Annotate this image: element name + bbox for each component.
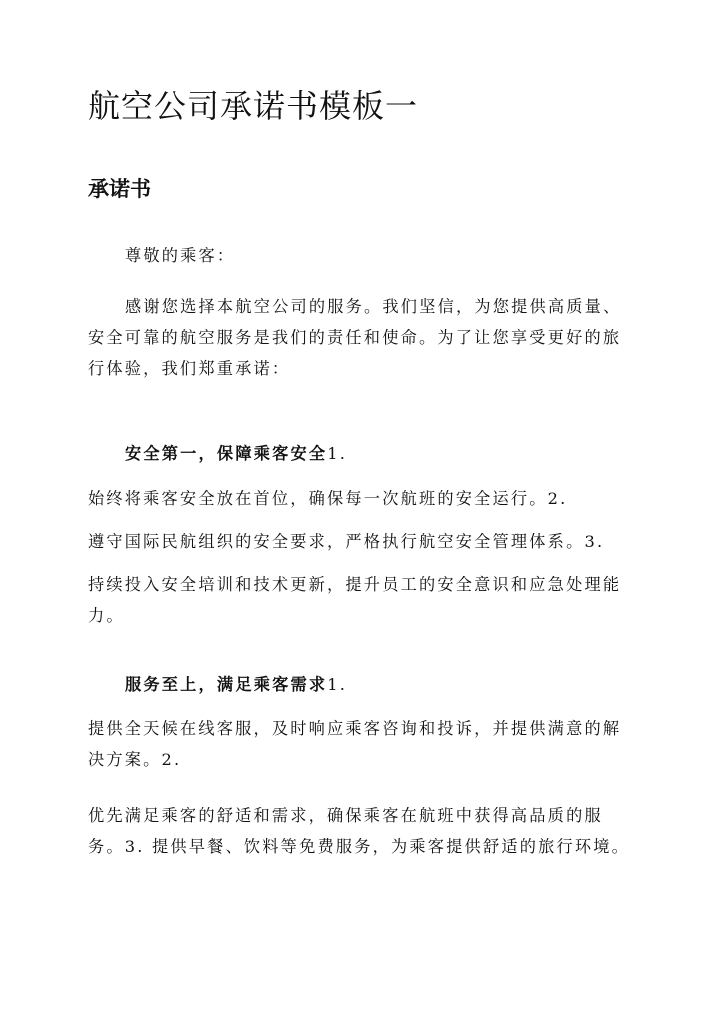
document-title: 航空公司承诺书模板一 xyxy=(88,87,419,125)
section2-line2: 优先满足乘客的舒适和需求，确保乘客在航班中获得高品质的服务。3. 提供早餐、饮料等免费服务，为乘客提供舒适的旅行环境。 xyxy=(88,806,631,856)
section-heading: 承诺书 xyxy=(88,176,151,201)
salutation: 尊敬的乘客： xyxy=(125,246,236,265)
section1-line3: 持续投入安全培训和技术更新，提升员工的安全意识和应急处理能力。 xyxy=(88,575,622,625)
section1-heading-bold: 安全第一，保障乘客安全 xyxy=(125,444,328,463)
intro-paragraph: 感谢您选择本航空公司的服务。我们坚信，为您提供高质量、安全可靠的航空服务是我们的责任和使命。为了让您享受更好的旅行体验，我们郑重承诺： xyxy=(88,297,622,378)
section2-heading xyxy=(88,669,633,700)
section1-heading xyxy=(88,438,633,469)
section2-heading-bold: 服务至上，满足乘客需求 xyxy=(125,675,328,694)
section1-line2: 遵守国际民航组织的安全要求，严格执行航空安全管理体系。3. xyxy=(88,532,605,551)
section1-line1: 始终将乘客安全放在首位，确保每一次航班的安全运行。2. xyxy=(88,489,568,508)
section1-heading-suffix: 1. xyxy=(327,444,348,463)
section2-line1: 提供全天候在线客服，及时响应乘客咨询和投诉，并提供满意的解决方案。2. xyxy=(88,719,622,769)
section2-heading-suffix: 1. xyxy=(327,675,348,694)
